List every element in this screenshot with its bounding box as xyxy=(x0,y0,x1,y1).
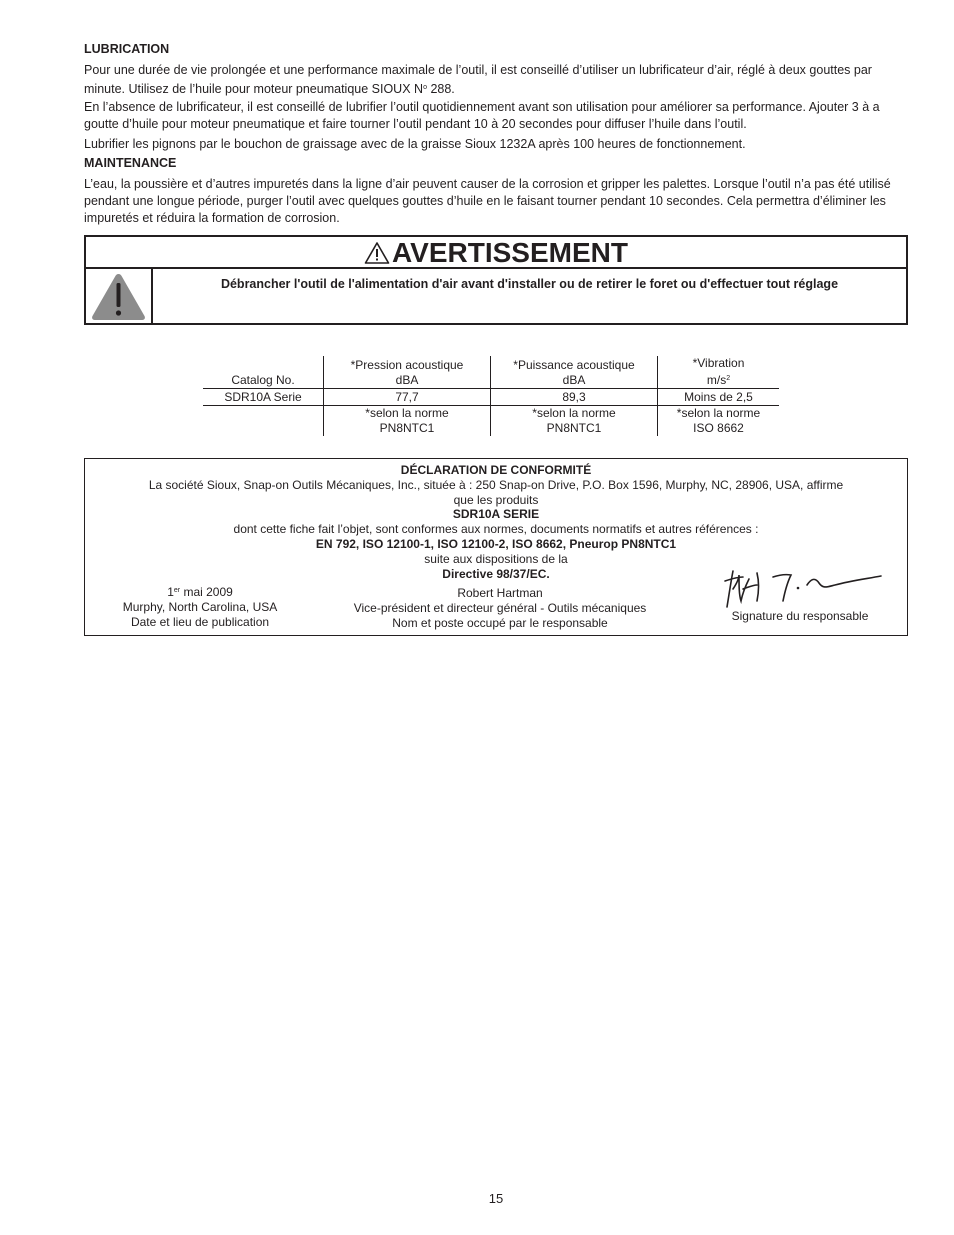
table-header-row xyxy=(203,356,779,389)
lubrication-paragraph-3: Lubrifier les pignons par le bouchon de graissage avec de la graisse Sioux 1232A après 100 heures de fonctionnement. xyxy=(84,137,746,151)
table-row xyxy=(203,389,779,406)
cell-vibration: Moins de 2,5 xyxy=(658,389,780,406)
maintenance-heading: MAINTENANCE xyxy=(84,156,177,170)
note-catalog-no xyxy=(203,406,324,437)
header-catalog-no: Catalog No. xyxy=(203,356,324,389)
signer-name: Robert Hartman xyxy=(457,586,543,600)
declaration-line-4: suite aux dispositions de la xyxy=(424,552,568,566)
lubrication-heading: LUBRICATION xyxy=(84,42,170,56)
specifications-table xyxy=(203,356,779,436)
warning-large-icon xyxy=(86,269,151,323)
signer-label: Nom et poste occupé par le responsable xyxy=(392,616,608,630)
handwritten-signature xyxy=(705,561,895,611)
note-vibration: *selon la norme ISO 8662 xyxy=(658,406,780,437)
note-sound-power: *selon la norme PN8NTC1 xyxy=(491,406,658,437)
warning-text: Débrancher l'outil de l'alimentation d'air avant d'installer ou de retirer le foret ou d'effectuer tout réglage xyxy=(220,277,839,291)
declaration-line-1: La société Sioux, Snap-on Outils Mécaniques, Inc., située à : 250 Snap-on Drive, P.O. Box 1596, Murphy, NC, 28906, USA, affirme xyxy=(148,478,844,492)
lubrication-paragraph-2: En l’absence de lubrificateur, il est conseillé de lubrifier l’outil quotidiennement avant son utilisation pour améliorer sa performance. Ajouter 3 à a goutte d’huile pour moteur pneumatique et faire tourner l’outil pendant 10 à 20 secondes pour diffuser l’huile dans l’outil. xyxy=(84,100,880,131)
publication-date: 1er mai 2009 xyxy=(167,585,233,599)
declaration-line-3: dont cette fiche fait l’objet, sont conformes aux normes, documents normatifs et autres références : xyxy=(233,522,759,536)
warning-icon-cell xyxy=(86,269,153,323)
lubrication-paragraph-1: Pour une durée de vie prolongée et une performance maximale de l’outil, il est conseillé d’utiliser un lubrificateur d’air, réglé à deux gouttes par minute. Utilisez de l’huile pour moteur pneumatique SIOUX $N^o$ 288. xyxy=(84,63,872,96)
warning-box xyxy=(84,235,908,325)
declaration-line-2: que les produits xyxy=(453,493,539,507)
date-place-label: Date et lieu de publication xyxy=(130,615,270,629)
declaration-directive: Directive 98/37/EC. xyxy=(442,567,550,581)
signer-title: Vice-président et directeur général - Outils mécaniques xyxy=(353,601,647,615)
declaration-title: DÉCLARATION DE CONFORMITÉ xyxy=(400,463,592,477)
warning-title xyxy=(86,237,906,269)
declaration-signature xyxy=(705,561,895,631)
declaration-signer xyxy=(335,586,665,631)
table-notes-row xyxy=(203,406,779,437)
declaration-standards: EN 792, ISO 12100-1, ISO 12100-2, ISO 8662, Pneurop PN8NTC1 xyxy=(315,537,677,551)
cell-sound-pressure: 77,7 xyxy=(324,389,491,406)
declaration-box xyxy=(84,458,908,636)
page-number: 15 xyxy=(488,1191,504,1206)
warning-triangle-icon xyxy=(364,241,390,265)
header-sound-power: *Puissance acoustique dBA xyxy=(491,356,658,389)
declaration-product: SDR10A SERIE xyxy=(452,507,540,521)
cell-sound-power: 89,3 xyxy=(491,389,658,406)
cell-catalog-no: SDR10A Serie xyxy=(203,389,324,406)
header-sound-pressure: *Pression acoustique dBA xyxy=(324,356,491,389)
header-vibration: *Vibration $m/s^2$ xyxy=(658,356,780,389)
maintenance-paragraph: L’eau, la poussière et d’autres impuretés dans la ligne d’air peuvent causer de la corrosion et gripper les palettes. Lorsque l’outil n’a pas été utilisé pendant une longue période, purger l’outil avec quelques gouttes d’huile en le faisant tourner pendant 10 secondes. Cela permettra d’éliminer les impuretés et réduira la formation de corrosion. xyxy=(84,177,891,225)
declaration-date-place xyxy=(105,583,295,630)
signature-label: Signature du responsable xyxy=(731,609,869,623)
publication-place: Murphy, North Carolina, USA xyxy=(122,600,278,614)
note-sound-pressure: *selon la norme PN8NTC1 xyxy=(324,406,491,437)
warning-title-text: AVERTISSEMENT xyxy=(392,237,628,268)
